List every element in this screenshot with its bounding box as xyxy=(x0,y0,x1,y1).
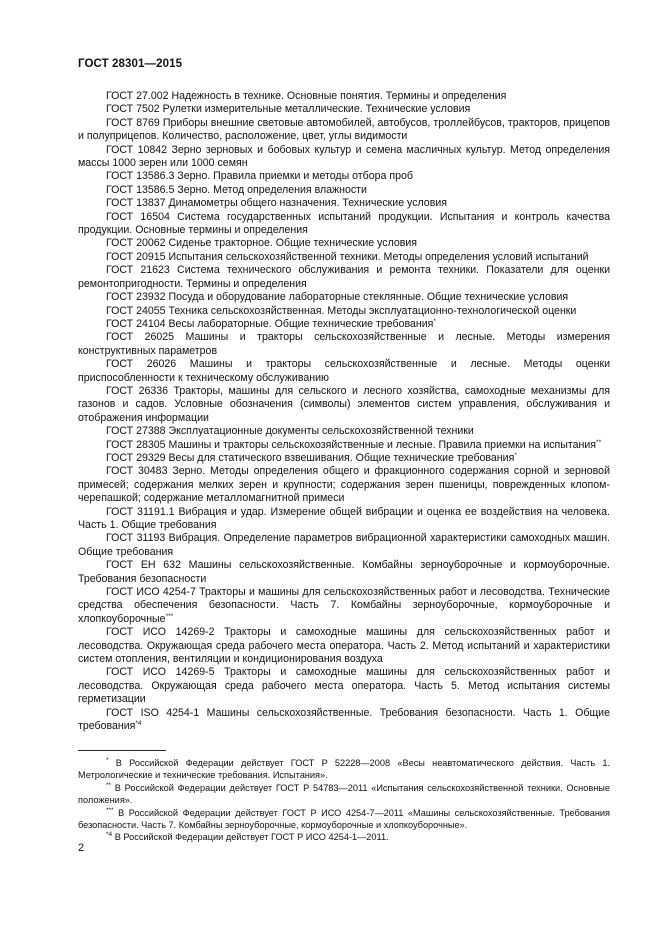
footnote-text: В Российской Федерации действует ГОСТ Р 52228—2008 «Весы неавтоматического действия. Часть 1. Метрологические и технические требования. Испытания». xyxy=(78,758,610,781)
reference-item xyxy=(78,305,610,318)
reference-text: ГОСТ ISO 4254-1 Машины сельскохозяйственные. Требования безопасности. Часть 1. Общие требования xyxy=(78,706,610,733)
reference-item xyxy=(78,331,610,358)
normative-references-list xyxy=(78,90,610,734)
reference-item xyxy=(78,666,610,706)
reference-item xyxy=(78,237,610,250)
reference-text: ГОСТ 24104 Весы лабораторные. Общие технические требования xyxy=(106,317,434,330)
reference-text: ГОСТ 23932 Посуда и оборудование лабораторные стеклянные. Общие технические условия xyxy=(106,291,569,304)
footnote-marker: ** xyxy=(106,781,112,789)
reference-item xyxy=(78,358,610,385)
reference-item xyxy=(78,506,610,533)
reference-item xyxy=(78,532,610,559)
reference-item xyxy=(78,184,610,197)
reference-item xyxy=(78,439,610,452)
reference-text: ГОСТ 16504 Система государственных испытаний продукции. Испытания и контроль качества продукции. Основные термины и определения xyxy=(78,210,610,237)
reference-text: ГОСТ 26025 Машины и тракторы сельскохозяйственные и лесные. Методы измерения конструктивных параметров xyxy=(78,331,610,357)
reference-item xyxy=(78,197,610,210)
reference-text: ГОСТ 13586.5 Зерно. Метод определения влажности xyxy=(106,183,367,196)
reference-text: ГОСТ 29329 Весы для статического взвешивания. Общие технические требования xyxy=(106,451,515,464)
footnote-item xyxy=(78,831,610,843)
document-header: ГОСТ 28301—2015 xyxy=(78,58,183,70)
reference-text: ГОСТ 24055 Техника сельскохозяйственная. Методы эксплуатационно-технологической оценки xyxy=(106,304,577,317)
reference-text: ГОСТ 7502 Рулетки измерительные металлические. Технические условия xyxy=(106,103,471,116)
reference-text: ГОСТ 13586.3 Зерно. Правила приемки и методы отбора проб xyxy=(106,170,413,183)
footnote-item xyxy=(78,782,610,807)
reference-item xyxy=(78,626,610,666)
reference-text: ГОСТ ИСО 14269-5 Тракторы и самоходные машины для сельскохозяйственных работ и лесоводства. Окружающая среда рабочего места оператора. Часть 5. Метод испытания системы герметизации xyxy=(78,666,610,706)
footnote-text: В Российской Федерации действует ГОСТ Р ИСО 4254-1—2011. xyxy=(112,832,389,843)
footnote-marker: * xyxy=(514,451,517,459)
reference-item xyxy=(78,117,610,144)
footnote-marker: * xyxy=(106,757,109,764)
footnote-marker: * xyxy=(433,317,436,325)
footnote-text: В Российской Федерации действует ГОСТ Р 54783—2011 «Испытания сельскохозяйственной техники. Основные положения». xyxy=(78,782,610,806)
reference-item xyxy=(78,318,610,331)
reference-item xyxy=(78,144,610,171)
reference-item xyxy=(78,707,610,734)
reference-item xyxy=(78,251,610,264)
reference-item xyxy=(78,90,610,103)
footnote-separator xyxy=(78,750,166,751)
footnotes-list xyxy=(78,757,610,844)
reference-text: ГОСТ 13837 Динамометры общего назначения. Технические условия xyxy=(106,197,447,210)
reference-item xyxy=(78,103,610,116)
reference-text: ГОСТ 30483 Зерно. Методы определения общего и фракционного содержания сорной и зерновой примесей; содержания мелких зерен и крупности; содержания зерен пшеницы, поврежденных клопом-черепашкой; содержание металломагнитной примеси xyxy=(78,465,610,505)
reference-item xyxy=(78,291,610,304)
reference-item xyxy=(78,452,610,465)
reference-text: ГОСТ 27388 Эксплуатационные документы сельскохозяйственной техники xyxy=(106,425,474,438)
reference-text: ГОСТ ИСО 4254-7 Тракторы и машины для сельскохозяйственных работ и лесоводства. Технические средства обеспечения безопасности. Часть 7. Комбайны зерноуборочные, кормоуборочные и хлопкоуборочные xyxy=(78,586,610,625)
reference-item xyxy=(78,559,610,586)
footnote-marker: *** xyxy=(165,612,174,620)
footnote-marker: ** xyxy=(596,438,602,446)
reference-item xyxy=(78,264,610,291)
reference-item xyxy=(78,170,610,183)
footnote-text: В Российской Федерации действует ГОСТ Р ИСО 4254-7—2011 «Машины сельскохозяйственные. Требования безопасности. Часть 7. Комбайны зерноуборочные, кормоуборочные и хлопкоуборочные». xyxy=(78,807,610,831)
reference-item xyxy=(78,465,610,505)
reference-text: ГОСТ ИСО 14269-2 Тракторы и самоходные машины для сельскохозяйственных работ и лесоводства. Окружающая среда рабочего места оператора. Часть 2. Метод испытаний и характеристики систем отопления, вентиляции и кондиционирования воздуха xyxy=(78,626,610,666)
reference-text: ГОСТ 20062 Сиденье тракторное. Общие технические условия xyxy=(106,237,418,250)
reference-text: ГОСТ 10842 Зерно зерновых и бобовых культур и семена масличных культур. Метод определения массы 1000 зерен или 1000 семян xyxy=(78,143,610,170)
footnote-item xyxy=(78,757,610,782)
reference-text: ГОСТ 31193 Вибрация. Определение параметров вибрационной характеристики самоходных машин. Общие требования xyxy=(78,532,610,558)
reference-text: ГОСТ 26026 Машины и тракторы сельскохозяйственные и лесные. Методы оценки приспособленности к техническому обслуживанию xyxy=(78,358,610,384)
reference-text: ГОСТ 27.002 Надежность в технике. Основные понятия. Термины и определения xyxy=(106,90,507,102)
reference-text: ГОСТ 20915 Испытания сельскохозяйственной техники. Методы определения условий испытаний xyxy=(106,250,589,263)
reference-item xyxy=(78,586,610,626)
reference-text: ГОСТ 28305 Машины и тракторы сельскохозяйственные и лесные. Правила приемки на испытания xyxy=(106,438,597,451)
reference-item xyxy=(78,425,610,438)
reference-text: ГОСТ 21623 Система технического обслуживания и ремонта техники. Показатели для оценки ремонтопригодности. Термины и определения xyxy=(78,264,610,290)
reference-item xyxy=(78,211,610,238)
footnote-item xyxy=(78,807,610,832)
reference-text: ГОСТ 8769 Приборы внешние световые автомобилей, автобусов, троллейбусов, тракторов, прицепов и полуприцепов. Количество, расположение, цвет, углы видимости xyxy=(78,116,610,143)
reference-text: ГОСТ 31191.1 Вибрация и удар. Измерение общей вибрации и оценка ее воздействия на человека. Часть 1. Общие требования xyxy=(78,505,610,531)
footnote-marker: *** xyxy=(106,806,114,814)
page-number: 2 xyxy=(78,842,85,854)
footnote-marker: *4 xyxy=(106,831,113,839)
reference-item xyxy=(78,385,610,425)
reference-text: ГОСТ 26336 Тракторы, машины для сельского и лесного хозяйства, самоходные механизмы для газонов и садов. Условные обозначения (символы) элементов систем управления, обслуживания и отображения информации xyxy=(78,384,610,424)
reference-text: ГОСТ ЕН 632 Машины сельскохозяйственные. Комбайны зерноуборочные и кормоуборочные. Требования безопасности xyxy=(78,559,610,585)
footnote-marker: *4 xyxy=(135,720,142,728)
